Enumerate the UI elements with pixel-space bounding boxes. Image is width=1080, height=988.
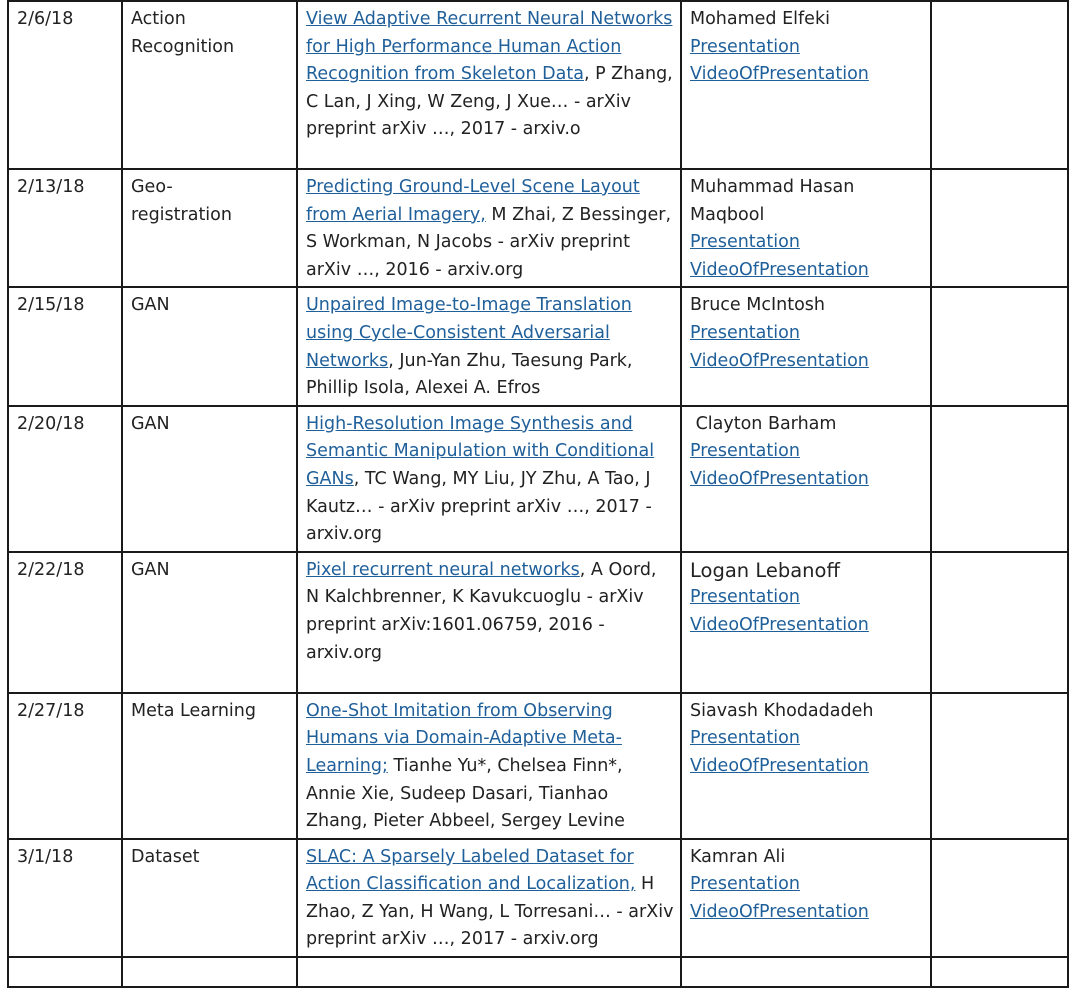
paper-authors: , Jun-Yan Zhu, Taesung Park, Phillip Isola, Alexei A. Efros bbox=[306, 350, 633, 399]
topic-cell: Geo-registration bbox=[122, 169, 297, 287]
topic-cell: Meta Learning bbox=[122, 693, 297, 839]
paper-link[interactable]: Pixel recurrent neural networks bbox=[306, 559, 580, 580]
paper-link[interactable]: Predicting Ground-Level Scene Layout from Aerial Imagery, bbox=[306, 177, 640, 225]
video-link[interactable]: VideoOfPresentation bbox=[690, 614, 869, 635]
presentation-link[interactable]: Presentation bbox=[690, 587, 800, 608]
empty-cell bbox=[931, 406, 1068, 552]
topic-cell: GAN bbox=[122, 552, 297, 693]
presenter-cell bbox=[681, 693, 931, 839]
paper-authors: M Zhai, Z Bessinger, S Workman, N Jacobs - arXiv preprint arXiv …, 2016 - arxiv.org bbox=[306, 204, 672, 280]
paper-link[interactable]: Unpaired Image-to-Image Translation using Cycle-Consistent Adversarial Networks bbox=[306, 295, 632, 371]
paper-link[interactable]: SLAC: A Sparsely Labeled Dataset for Action Classification and Localization, bbox=[306, 846, 636, 895]
video-link[interactable]: VideoOfPresentation bbox=[690, 468, 869, 489]
empty-cell bbox=[931, 287, 1068, 405]
table-row bbox=[8, 406, 1068, 552]
date-cell: 2/22/18 bbox=[8, 552, 122, 693]
date-cell: 2/6/18 bbox=[8, 1, 122, 169]
presentation-link[interactable]: Presentation bbox=[690, 36, 800, 57]
presenter-cell bbox=[681, 169, 931, 287]
empty-cell bbox=[931, 693, 1068, 839]
paper-cell bbox=[297, 1, 681, 169]
video-link[interactable]: VideoOfPresentation bbox=[690, 755, 869, 776]
table-row bbox=[8, 1, 1068, 169]
presentation-link[interactable]: Presentation bbox=[690, 322, 800, 343]
table-row bbox=[8, 552, 1068, 693]
table-row-partial bbox=[8, 957, 1068, 987]
video-link[interactable]: VideoOfPresentation bbox=[690, 64, 869, 85]
paper-authors: , P Zhang, C Lan, J Xing, W Zeng, J Xue… - arXiv preprint arXiv …, 2017 - arxiv.o bbox=[306, 64, 673, 140]
topic-cell: Action Recognition bbox=[122, 1, 297, 169]
empty-cell bbox=[931, 1, 1068, 169]
paper-cell bbox=[297, 287, 681, 405]
paper-link[interactable]: View Adaptive Recurrent Neural Networks for High Performance Human Action Recognition from Skeleton Data bbox=[306, 9, 673, 85]
date-cell: 2/27/18 bbox=[8, 693, 122, 839]
presenter-name: Mohamed Elfeki bbox=[690, 9, 830, 29]
presenter-cell bbox=[681, 1, 931, 169]
date-cell: 2/20/18 bbox=[8, 406, 122, 552]
paper-link[interactable]: One-Shot Imitation from Observing Humans via Domain-Adaptive Meta-Learning; bbox=[306, 700, 622, 776]
paper-authors: Tianhe Yu*, Chelsea Finn*, Annie Xie, Sudeep Dasari, Tianhao Zhang, Pieter Abbeel, Sergey Levine bbox=[306, 755, 625, 832]
topic-cell: Dataset bbox=[122, 839, 297, 957]
paper-authors: , A Oord, N Kalchbrenner, K Kavukcuoglu - arXiv preprint arXiv:1601.06759, 2016 - arxiv.org bbox=[306, 559, 657, 663]
presentation-link[interactable]: Presentation bbox=[690, 232, 800, 253]
date-cell: 2/15/18 bbox=[8, 287, 122, 405]
paper-link[interactable]: High-Resolution Image Synthesis and Semantic Manipulation with Conditional GANs bbox=[306, 413, 655, 489]
paper-cell bbox=[297, 693, 681, 839]
paper-cell bbox=[297, 169, 681, 287]
presentation-link[interactable]: Presentation bbox=[690, 728, 800, 749]
date-cell: 3/1/18 bbox=[8, 839, 122, 957]
empty-cell bbox=[931, 552, 1068, 693]
paper-authors: H Zhao, Z Yan, H Wang, L Torresani… - arXiv preprint arXiv …, 2017 - arxiv.org bbox=[306, 874, 674, 950]
paper-cell bbox=[297, 552, 681, 693]
presenter-cell bbox=[681, 839, 931, 957]
presenter-name: Siavash Khodadadeh bbox=[690, 700, 874, 721]
presenter-cell bbox=[681, 287, 931, 405]
empty-cell bbox=[931, 169, 1068, 287]
paper-authors: , TC Wang, MY Liu, JY Zhu, A Tao, J Kautz… - arXiv preprint arXiv …, 2017 - arxiv.org bbox=[306, 468, 652, 545]
presenter-cell bbox=[681, 406, 931, 552]
table-row bbox=[8, 169, 1068, 287]
presenter-name: Clayton Barham bbox=[690, 413, 837, 434]
presentation-link[interactable]: Presentation bbox=[690, 874, 800, 895]
video-link[interactable]: VideoOfPresentation bbox=[690, 350, 869, 371]
presenter-name: Kamran Ali bbox=[690, 846, 786, 867]
table-row bbox=[8, 839, 1068, 957]
schedule-table bbox=[7, 0, 1069, 988]
presenter-name: Bruce McIntosh bbox=[690, 295, 825, 316]
video-link[interactable]: VideoOfPresentation bbox=[690, 901, 869, 922]
paper-cell bbox=[297, 839, 681, 957]
presenter-name: Muhammad Hasan Maqbool bbox=[690, 177, 855, 225]
table-row bbox=[8, 693, 1068, 839]
date-cell: 2/13/18 bbox=[8, 169, 122, 287]
paper-cell bbox=[297, 406, 681, 552]
topic-cell: GAN bbox=[122, 406, 297, 552]
presenter-name: Logan Lebanoff bbox=[690, 558, 840, 582]
video-link[interactable]: VideoOfPresentation bbox=[690, 259, 869, 280]
topic-cell: GAN bbox=[122, 287, 297, 405]
presentation-link[interactable]: Presentation bbox=[690, 441, 800, 462]
table-row bbox=[8, 287, 1068, 405]
empty-cell bbox=[931, 839, 1068, 957]
presenter-cell bbox=[681, 552, 931, 693]
